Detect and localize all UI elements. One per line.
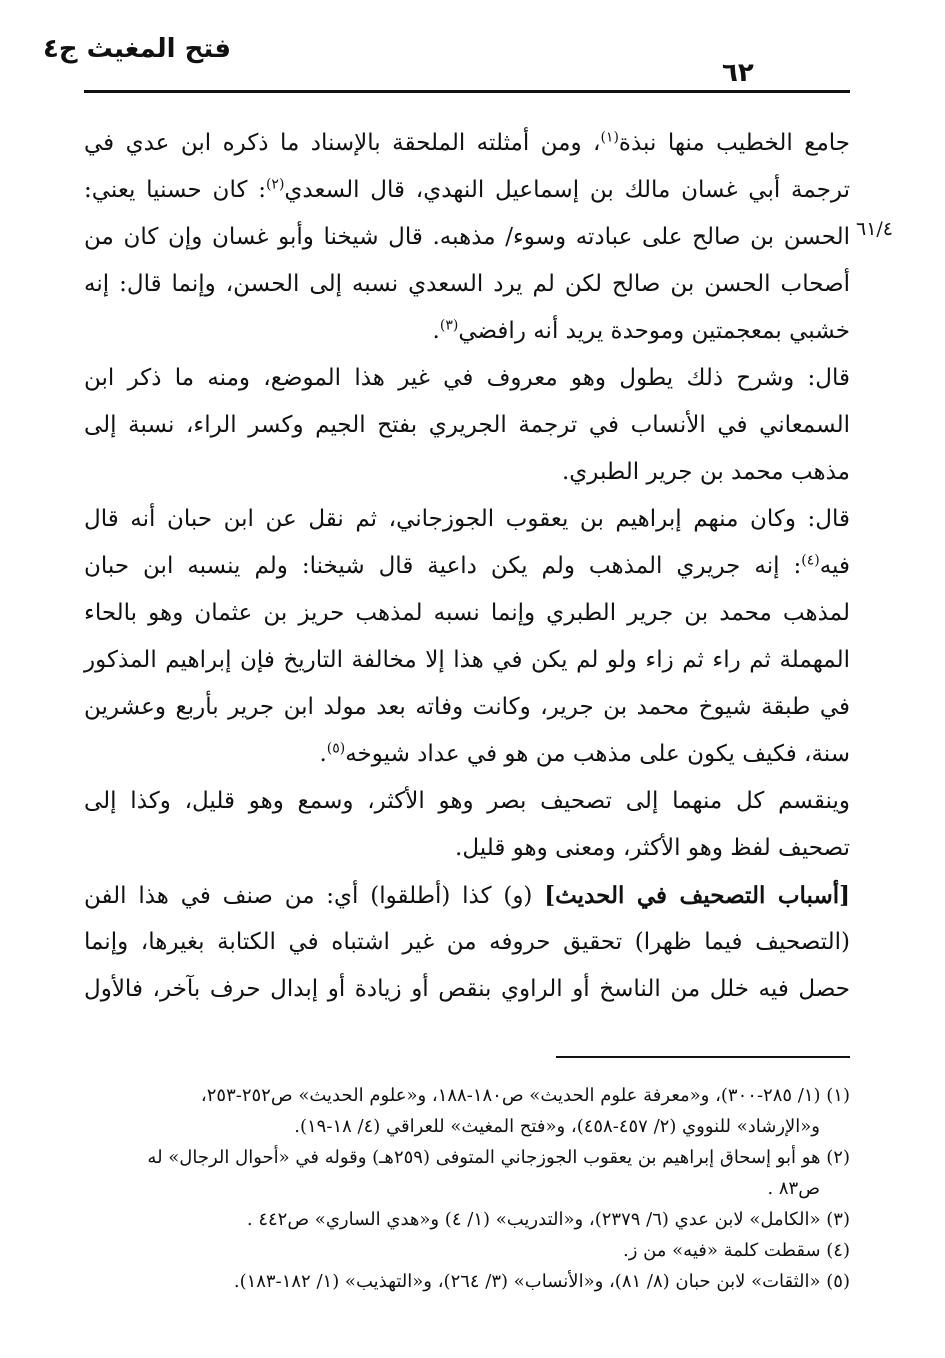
text-line [84, 731, 850, 778]
text-line [84, 308, 850, 355]
footnote-line: (٣) «الكامل» لابن عدي (٦/ ٢٣٧٩)، و«التدريب» (١/ ٤) و«هدي الساري» ص٤٤٢ . [246, 1209, 850, 1230]
footnote-line: (١) (١/ ٢٨٥-٣٠٠)، و«معرفة علوم الحديث» ص١٨٠-١٨٨، و«علوم الحديث» ص٢٥٢-٢٥٣، [200, 1085, 850, 1106]
text-line: مذهب محمد بن جرير الطبري. [561, 459, 850, 485]
text-line: وينقسم كل منهما إلى تصحيف بصر وهو الأكثر، وسمع وهو قليل، وكذا إلى [84, 788, 850, 814]
text-line: (التصحيف فيما ظهرا) تحقيق حروفه من غير اشتباه في الكتابة بغيرها، وإنما [84, 929, 850, 955]
text-line: قال: وشرح ذلك يطول وهو معروف في غير هذا الموضع، ومنه ما ذكر ابن [84, 365, 850, 391]
text-line: في طبقة شيوخ محمد بن جرير، وكانت وفاته بعد مولد ابن جرير بأربع وعشرين [84, 694, 850, 720]
text-line: أصحاب الحسن بن صالح لكن لم يرد السعدي نسبه إلى الحسن، وإنما قال: إنه [84, 271, 850, 297]
header-rule [84, 90, 850, 93]
footnote-marker: (٥) [326, 740, 346, 757]
footnote-line: (٢) هو أبو إسحاق إبراهيم بن يعقوب الجوزجاني المتوفى (٢٥٩هـ) وقوله في «أحوال الرجال» له [147, 1147, 850, 1168]
text-line: لمذهب محمد بن جرير الطبري وإنما نسبه لمذهب حريز بن عثمان وهو بالحاء [84, 600, 850, 626]
text-run: ترجمة أبي غسان مالك بن إسماعيل النهدي، قال السعدي [284, 177, 850, 203]
text-line: السمعاني في الأنساب في ترجمة الجريري بفتح الجيم وكسر الراء، نسبة إلى [84, 412, 850, 438]
text-run: جامع الخطيب منها نبذة [618, 130, 850, 156]
text-run: خشبي بمعجمتين وموحدة يريد أنه رافضي [458, 318, 850, 344]
text-run: . [319, 741, 327, 767]
text-run: فيه [819, 553, 850, 579]
text-line: حصل فيه خلل من الناسخ أو الراوي بنقص أو زيادة أو إبدال حرف بآخر، فالأول [84, 976, 850, 1002]
footnote-marker: (٤) [801, 552, 820, 569]
footnote-line: (٥) «الثقات» لابن حبان (٨/ ٨١)، و«الأنساب» (٣/ ٢٦٤)، و«التهذيب» (١/ ١٨٢-١٨٣). [233, 1271, 850, 1292]
text-run: . [432, 318, 440, 344]
section-heading: [أسباب التصحيف في الحديث] [544, 882, 850, 909]
text-run: : إنه جريري المذهب ولم يكن داعية قال شيخنا: ولم ينسبه ابن حبان [84, 553, 802, 579]
text-run: (و) كذا (أطلقوا) أي: من صنف في هذا الفن [84, 883, 545, 909]
main-text [84, 120, 850, 1013]
footnotes [84, 1080, 850, 1297]
footnote-line: ص٨٣ . [767, 1178, 820, 1199]
footnote-marker: (١) [600, 129, 619, 146]
text-run: : كان حسنيا يعني: [84, 177, 266, 203]
footnote-line: و«الإرشاد» للنووي (٢/ ٤٥٧-٤٥٨)، و«فتح المغيث» للعراقي (٤/ ١٨-١٩). [294, 1116, 820, 1137]
footnote-marker: (٢) [265, 176, 285, 193]
footnote-line: (٤) سقطت كلمة «فيه» من ز. [622, 1240, 850, 1261]
footnote-marker: (٣) [439, 317, 459, 334]
text-line [84, 543, 850, 590]
text-line: المهملة ثم راء ثم زاء ولو لم يكن في هذا إلا مخالفة التاريخ فإن إبراهيم المذكور [84, 647, 850, 673]
footnote-separator [556, 1056, 850, 1058]
text-run: ، ومن أمثلته الملحقة بالإسناد ما ذكره ابن عدي في [84, 130, 601, 156]
page-number: ٦٢ [722, 58, 754, 88]
running-header-title: فتح المغيث ج٤ [42, 34, 231, 64]
text-line [84, 120, 850, 167]
margin-page-reference: ٦١/٤ [856, 218, 894, 240]
text-run: سنة، فكيف يكون على مذهب من هو في عداد شيوخه [345, 741, 850, 767]
text-line: الحسن بن صالح على عبادته وسوء/ مذهبه. قال شيخنا وأبو غسان وإن كان من [84, 224, 850, 250]
text-line: تصحيف لفظ وهو الأكثر، ومعنى وهو قليل. [455, 835, 850, 861]
text-line [84, 167, 850, 214]
text-line: قال: وكان منهم إبراهيم بن يعقوب الجوزجاني، ثم نقل عن ابن حبان أنه قال [84, 506, 850, 532]
text-line [84, 872, 850, 919]
